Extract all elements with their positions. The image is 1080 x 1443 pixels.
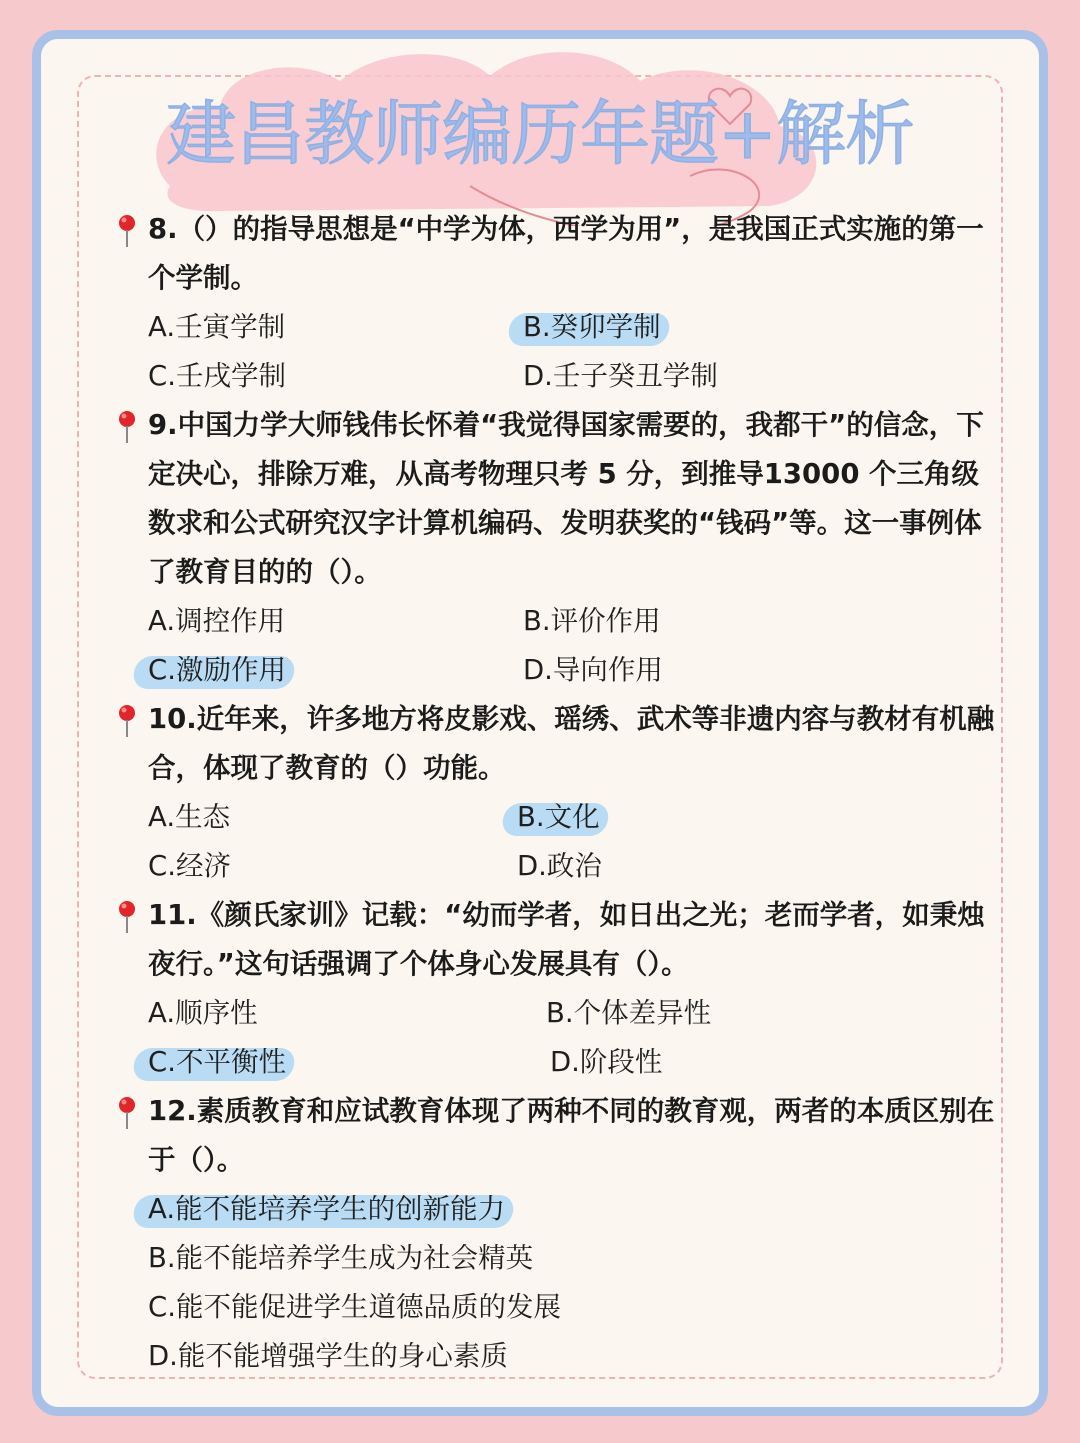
option-c[interactable]: C.能不能促进学生道德品质的发展 xyxy=(148,1291,561,1323)
option-d[interactable]: D.壬子癸丑学制 xyxy=(523,360,718,392)
option-b-answer[interactable] xyxy=(517,793,600,842)
option-a-answer[interactable] xyxy=(148,1185,996,1234)
answer-highlight: B.文化 xyxy=(517,793,600,842)
option-a[interactable]: A.生态 xyxy=(148,801,231,833)
answer-highlight: C.不平衡性 xyxy=(148,1038,286,1087)
options xyxy=(116,303,996,401)
question-stem: 12.素质教育和应试教育体现了两种不同的教育观，两者的本质区别在于（）。 xyxy=(148,1095,995,1176)
question-10 xyxy=(116,695,996,891)
question-stem: 10.近年来，许多地方将皮影戏、瑶绣、武术等非遗内容与教材有机融合，体现了教育的（）功能。 xyxy=(148,703,995,784)
answer-highlight: A.能不能培养学生的创新能力 xyxy=(148,1185,505,1234)
question-8 xyxy=(116,205,996,401)
question-stem: 9.中国力学大师钱伟长怀着“我觉得国家需要的，我都干”的信念，下定决心，排除万难，从高考物理只考 5 分，到推导13000 个三角级数求和公式研究汉字计算机编码、发明获奖的“钱码”等。这一事例体了教育目的的（）。 xyxy=(148,409,984,588)
options xyxy=(116,597,996,695)
option-d[interactable]: D.导向作用 xyxy=(523,654,663,686)
red-pushpin-icon xyxy=(116,214,138,248)
options xyxy=(116,989,996,1087)
option-c-answer[interactable] xyxy=(148,1038,286,1087)
question-stem: 11.《颜氏家训》记载：“幼而学者，如日出之光；老而学者，如秉烛夜行。”这句话强调了个体身心发展具有（）。 xyxy=(148,899,985,980)
question-9 xyxy=(116,401,996,695)
option-b[interactable]: B.能不能培养学生成为社会精英 xyxy=(148,1242,534,1274)
page-title: 建昌教师编历年题+解析 xyxy=(166,93,914,175)
red-pushpin-icon xyxy=(116,1096,138,1130)
red-pushpin-icon xyxy=(116,704,138,738)
option-b[interactable]: B.评价作用 xyxy=(523,605,661,637)
red-pushpin-icon xyxy=(116,410,138,444)
question-11 xyxy=(116,891,996,1087)
question-12 xyxy=(116,1087,996,1381)
option-d[interactable]: D.阶段性 xyxy=(550,1046,663,1078)
option-a[interactable]: A.调控作用 xyxy=(148,605,286,637)
option-b[interactable]: B.个体差异性 xyxy=(546,997,712,1029)
option-b-answer[interactable] xyxy=(523,303,661,352)
answer-highlight: B.癸卯学制 xyxy=(523,303,661,352)
answer-highlight: C.激励作用 xyxy=(148,646,286,695)
option-c[interactable]: C.壬戌学制 xyxy=(148,360,286,392)
option-a[interactable]: A.壬寅学制 xyxy=(148,311,286,343)
option-d[interactable]: D.能不能增强学生的身心素质 xyxy=(148,1340,508,1372)
option-c[interactable]: C.经济 xyxy=(148,850,231,882)
option-d[interactable]: D.政治 xyxy=(517,850,602,882)
options xyxy=(116,1185,996,1381)
option-c-answer[interactable] xyxy=(148,646,286,695)
red-pushpin-icon xyxy=(116,900,138,934)
question-stem: 8.（）的指导思想是“中学为体，西学为用”，是我国正式实施的第一个学制。 xyxy=(148,213,984,294)
options xyxy=(116,793,996,891)
option-a[interactable]: A.顺序性 xyxy=(148,997,258,1029)
